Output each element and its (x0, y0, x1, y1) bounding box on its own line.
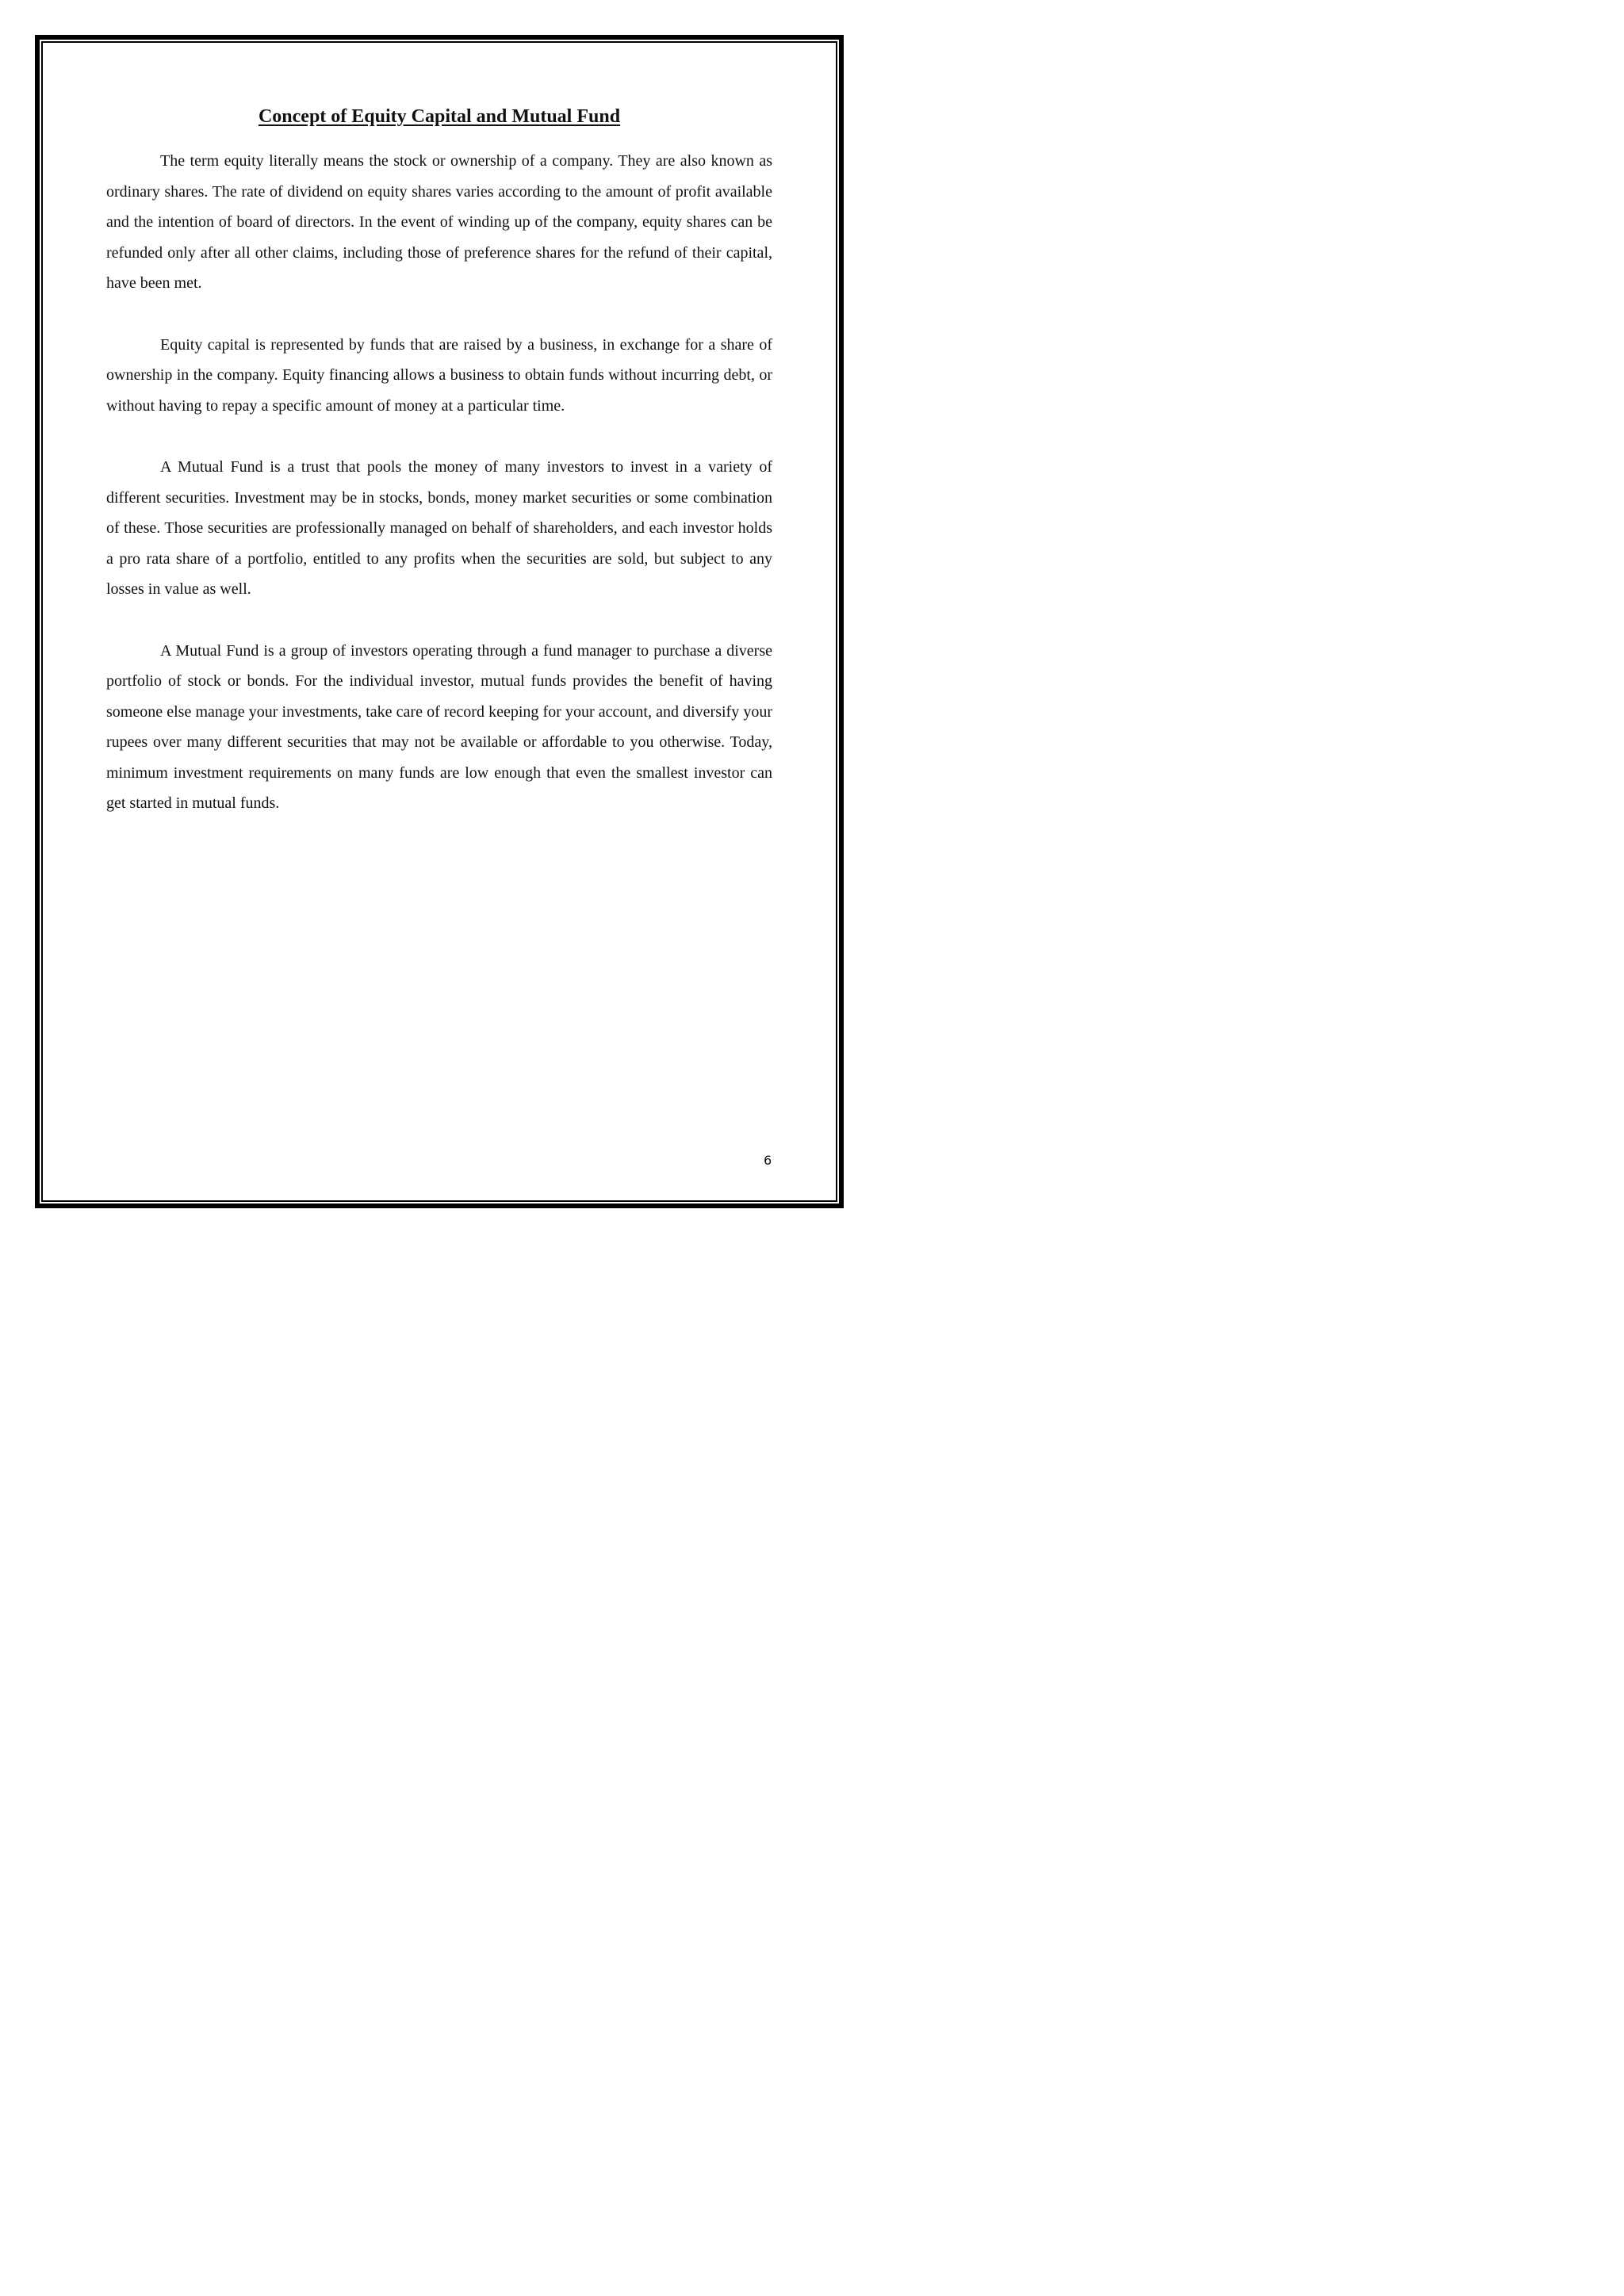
paragraph-mutual-fund-group: A Mutual Fund is a group of investors operating through a fund manager to purchase a diverse portfolio of stock or bonds. For the individual investor, mutual funds provides the benefit of having someone else manage your investments, take care of record keeping for your account, and diversify your rupees over many different securities that may not be available or affordable to you otherwise. Today, minimum investment requirements on many funds are low enough that even the smallest investor can get started in mutual funds. (106, 641, 772, 813)
document-body (106, 146, 772, 850)
paragraph-equity-capital: Equity capital is represented by funds that are raised by a business, in exchange for a share of ownership in the company. Equity financing allows a business to obtain funds without incurring debt, or without having to repay a specific amount of money at a particular time. (106, 335, 772, 415)
paragraph-mutual-fund-trust: A Mutual Fund is a trust that pools the money of many investors to invest in a variety of different securities. Investment may be in stocks, bonds, money market securities or some combination of these. Those securities are professionally managed on behalf of shareholders, and each investor holds a pro rata share of a portfolio, entitled to any profits when the securities are sold, but subject to any losses in value as well. (106, 457, 772, 599)
page-title: Concept of Equity Capital and Mutual Fund (258, 106, 621, 127)
paragraph-equity-definition: The term equity literally means the stock or ownership of a company. They are also known as ordinary shares. The rate of dividend on equity shares varies according to the amount of profit available and the intention of board of directors. In the event of winding up of the company, equity shares can be refunded only after all other claims, including those of preference shares for the refund of their capital, have been met. (106, 152, 772, 293)
page-number: 6 (764, 1153, 772, 1168)
